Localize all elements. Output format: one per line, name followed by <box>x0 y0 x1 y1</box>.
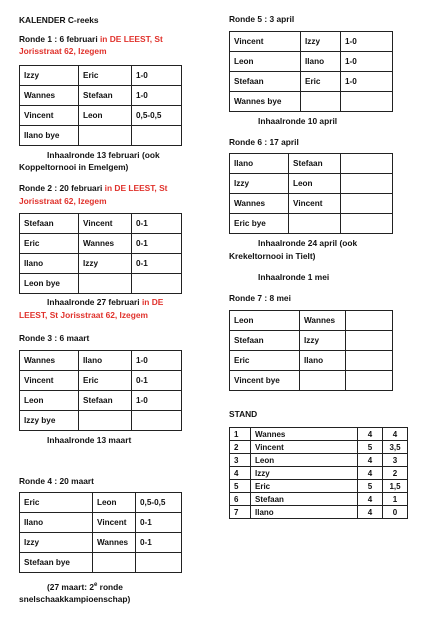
games-played: 5 <box>358 441 383 454</box>
round-6-heading: Ronde 6 : 17 april <box>229 137 299 147</box>
round-1-note: Inhaalronde 13 februari (ook <box>47 150 160 160</box>
table-row <box>20 66 182 86</box>
rank: 2 <box>230 441 251 454</box>
table-row <box>230 480 408 493</box>
round-4-heading: Ronde 4 : 20 maart <box>19 476 94 486</box>
table-row <box>230 311 393 331</box>
page-title: KALENDER C-reeks <box>19 15 99 25</box>
result: 0-1 <box>132 234 182 254</box>
player-black: Eric <box>301 72 341 92</box>
round-2-note-location: in DE <box>139 297 164 307</box>
points: 3,5 <box>383 441 408 454</box>
games-played: 4 <box>358 467 383 480</box>
round-2-note <box>47 297 163 308</box>
result: 1-0 <box>132 391 182 411</box>
round-5-heading: Ronde 5 : 3 april <box>229 14 295 24</box>
round-1-table <box>19 65 182 146</box>
round-5-note: Inhaalronde 10 april <box>258 116 338 126</box>
player-black: Leon <box>289 174 341 194</box>
player-black: Wannes <box>79 234 132 254</box>
table-row <box>20 411 182 431</box>
table-row <box>230 506 408 519</box>
table-row <box>230 493 408 506</box>
round-2-note-line2: LEEST, St Jorisstraat 62, Izegem <box>19 310 148 320</box>
player-black: Vincent <box>289 194 341 214</box>
player-black: Vincent <box>93 513 136 533</box>
games-played: 5 <box>358 480 383 493</box>
rank: 6 <box>230 493 251 506</box>
table-row <box>20 553 182 573</box>
player-white: Izzy <box>20 66 79 86</box>
player-white: Izzy <box>20 533 93 553</box>
table-row <box>20 254 182 274</box>
table-row <box>230 428 408 441</box>
player-black: Izzy <box>300 331 346 351</box>
round-1-date: Ronde 1 : 6 februari <box>19 34 98 44</box>
player-name: Leon <box>251 454 358 467</box>
player-white: Ilano <box>20 513 93 533</box>
player-bye: Izzy bye <box>20 411 79 431</box>
player-white: Stefaan <box>230 331 300 351</box>
points: 0 <box>383 506 408 519</box>
round-5-table <box>229 31 393 112</box>
player-bye: Vincent bye <box>230 371 300 391</box>
table-row <box>20 86 182 106</box>
player-bye: Leon bye <box>20 274 79 294</box>
player-black: Ilano <box>79 351 132 371</box>
result: 0-1 <box>132 371 182 391</box>
player-name: Eric <box>251 480 358 493</box>
player-black: Eric <box>79 371 132 391</box>
round-2-heading <box>19 183 167 194</box>
round-1-location: in DE LEEST, St <box>97 34 163 44</box>
player-name: Vincent <box>251 441 358 454</box>
player-white: Stefaan <box>230 72 301 92</box>
result <box>346 351 393 371</box>
player-white: Eric <box>20 234 79 254</box>
round-1-location-line2: Jorisstraat 62, Izegem <box>19 46 107 56</box>
table-row <box>20 371 182 391</box>
player-white: Izzy <box>230 174 289 194</box>
result: 1-0 <box>132 66 182 86</box>
table-row <box>20 274 182 294</box>
result <box>341 174 393 194</box>
table-row <box>230 52 393 72</box>
round-4-note-line2: snelschaakkampioenschap) <box>19 594 131 604</box>
result: 0-1 <box>136 513 182 533</box>
games-played: 4 <box>358 454 383 467</box>
table-row <box>230 331 393 351</box>
table-row <box>20 533 182 553</box>
round-6-table <box>229 153 393 234</box>
player-white: Stefaan <box>20 214 79 234</box>
player-black: Leon <box>93 493 136 513</box>
player-white: Vincent <box>20 371 79 391</box>
round-7-table <box>229 310 393 391</box>
round-2-note-text: Inhaalronde 27 februari <box>47 297 140 307</box>
player-bye: Ilano bye <box>20 126 79 146</box>
round-4-note-text: (27 maart: 2 <box>47 581 95 592</box>
player-black: Ilano <box>300 351 346 371</box>
table-row <box>230 194 393 214</box>
round-2-table <box>19 213 182 294</box>
player-black: Izzy <box>79 254 132 274</box>
points: 3 <box>383 454 408 467</box>
result: 0,5-0,5 <box>136 493 182 513</box>
player-name: Ilano <box>251 506 358 519</box>
round-6-note-line2: Krekeltornooi in Tielt) <box>229 251 316 261</box>
table-row <box>20 234 182 254</box>
result: 0-1 <box>132 254 182 274</box>
player-white: Vincent <box>20 106 79 126</box>
games-played: 4 <box>358 506 383 519</box>
player-black: Stefaan <box>79 391 132 411</box>
player-black: Ilano <box>301 52 341 72</box>
round-2-location: in DE LEEST, St <box>102 183 168 193</box>
rank: 5 <box>230 480 251 493</box>
player-black: Leon <box>79 106 132 126</box>
player-bye: Eric bye <box>230 214 289 234</box>
table-row <box>20 106 182 126</box>
games-played: 4 <box>358 493 383 506</box>
player-white: Eric <box>20 493 93 513</box>
points: 4 <box>383 428 408 441</box>
player-black: Eric <box>79 66 132 86</box>
table-row <box>230 72 393 92</box>
points: 2 <box>383 467 408 480</box>
table-row <box>230 154 393 174</box>
table-row <box>230 371 393 391</box>
player-bye: Stefaan bye <box>20 553 93 573</box>
round-6-note-line3: Inhaalronde 1 mei <box>258 272 330 282</box>
result <box>341 194 393 214</box>
player-white: Leon <box>20 391 79 411</box>
player-white: Wannes <box>20 86 79 106</box>
table-row <box>230 351 393 371</box>
table-row <box>230 32 393 52</box>
rank: 1 <box>230 428 251 441</box>
table-row <box>230 454 408 467</box>
result <box>341 154 393 174</box>
player-black: Wannes <box>300 311 346 331</box>
player-black: Wannes <box>93 533 136 553</box>
result: 0-1 <box>136 533 182 553</box>
table-row <box>20 391 182 411</box>
table-row <box>20 214 182 234</box>
round-2-location-line2: Jorisstraat 62, Izegem <box>19 196 107 206</box>
round-1-heading <box>19 34 163 45</box>
round-2-date: Ronde 2 : 20 februari <box>19 183 103 193</box>
player-white: Leon <box>230 52 301 72</box>
result: 1-0 <box>341 72 393 92</box>
round-1-note-line2: Koppeltornooi in Emelgem) <box>19 162 129 172</box>
player-black: Stefaan <box>79 86 132 106</box>
player-black: Izzy <box>301 32 341 52</box>
round-4-note <box>47 580 123 593</box>
result: 1-0 <box>132 86 182 106</box>
table-row <box>20 351 182 371</box>
round-4-table <box>19 492 182 573</box>
player-name: Stefaan <box>251 493 358 506</box>
player-bye: Wannes bye <box>230 92 301 112</box>
player-white: Vincent <box>230 32 301 52</box>
player-black: Stefaan <box>289 154 341 174</box>
result: 0,5-0,5 <box>132 106 182 126</box>
rank: 4 <box>230 467 251 480</box>
player-white: Ilano <box>230 154 289 174</box>
round-4-note-text-b: ronde <box>97 581 123 592</box>
result: 1-0 <box>341 32 393 52</box>
games-played: 4 <box>358 428 383 441</box>
player-name: Izzy <box>251 467 358 480</box>
round-7-heading: Ronde 7 : 8 mei <box>229 293 291 303</box>
rank: 3 <box>230 454 251 467</box>
table-row <box>230 214 393 234</box>
result: 0-1 <box>132 214 182 234</box>
table-row <box>230 441 408 454</box>
round-3-heading: Ronde 3 : 6 maart <box>19 333 90 343</box>
table-row <box>20 493 182 513</box>
round-3-note: Inhaalronde 13 maart <box>47 435 132 445</box>
table-row <box>20 513 182 533</box>
rank: 7 <box>230 506 251 519</box>
points: 1 <box>383 493 408 506</box>
table-row <box>230 467 408 480</box>
result: 1-0 <box>132 351 182 371</box>
player-name: Wannes <box>251 428 358 441</box>
round-3-table <box>19 350 182 431</box>
result <box>346 331 393 351</box>
result: 1-0 <box>341 52 393 72</box>
round-4-note-sup: e <box>94 582 98 588</box>
table-row <box>230 174 393 194</box>
player-white: Wannes <box>20 351 79 371</box>
standings-table <box>229 427 408 519</box>
result <box>346 311 393 331</box>
player-white: Ilano <box>20 254 79 274</box>
player-white: Eric <box>230 351 300 371</box>
standings-heading: STAND <box>229 409 258 419</box>
table-row <box>20 126 182 146</box>
player-black: Vincent <box>79 214 132 234</box>
table-row <box>230 92 393 112</box>
player-white: Wannes <box>230 194 289 214</box>
round-6-note: Inhaalronde 24 april (ook <box>258 238 358 248</box>
points: 1,5 <box>383 480 408 493</box>
player-white: Leon <box>230 311 300 331</box>
